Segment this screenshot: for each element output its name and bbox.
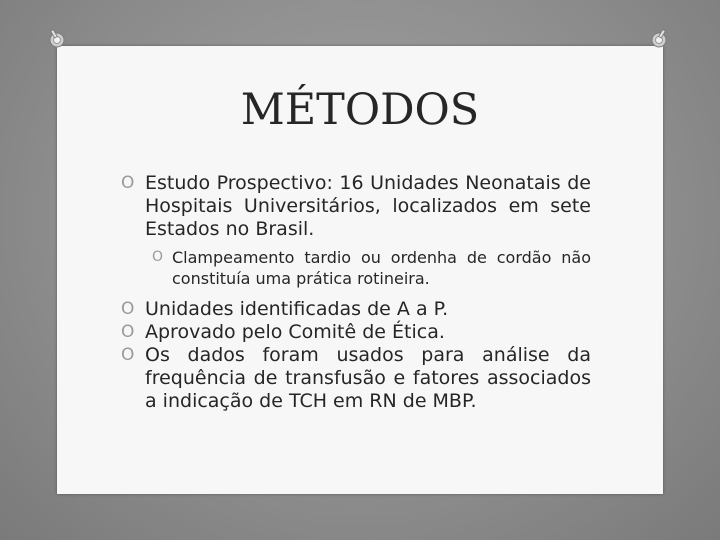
bullet-text: Aprovado pelo Comitê de Ética. bbox=[145, 321, 445, 343]
pushpin-icon bbox=[46, 28, 68, 50]
sub-bullet-item bbox=[152, 247, 591, 289]
bullet-marker: O bbox=[121, 322, 135, 342]
bullet-text: Estudo Prospectivo: 16 Unidades Neonatais de Hospitais Universitários, localizados em sete Estados no Brasil. bbox=[145, 172, 591, 240]
bullet-text: Unidades identificadas de A a P. bbox=[145, 298, 449, 320]
slide-content bbox=[121, 172, 591, 413]
sub-bullet-text: Clampeamento tardio ou ordenha de cordão não constituía uma prática rotineira. bbox=[172, 248, 591, 288]
bullet-marker: O bbox=[121, 345, 135, 365]
bullet-marker: O bbox=[152, 249, 164, 265]
slide-title: MÉTODOS bbox=[240, 85, 480, 135]
bullet-text: Os dados foram usados para análise da frequência de transfusão e fatores associados a indicação de TCH em RN de MBP. bbox=[145, 344, 591, 412]
bullet-marker: O bbox=[121, 173, 135, 193]
bullet-item bbox=[121, 298, 591, 321]
bullet-marker: O bbox=[121, 299, 135, 319]
bullet-item bbox=[121, 172, 591, 241]
pushpin-icon bbox=[648, 28, 670, 50]
bullet-item bbox=[121, 321, 591, 344]
bullet-item bbox=[121, 344, 591, 413]
